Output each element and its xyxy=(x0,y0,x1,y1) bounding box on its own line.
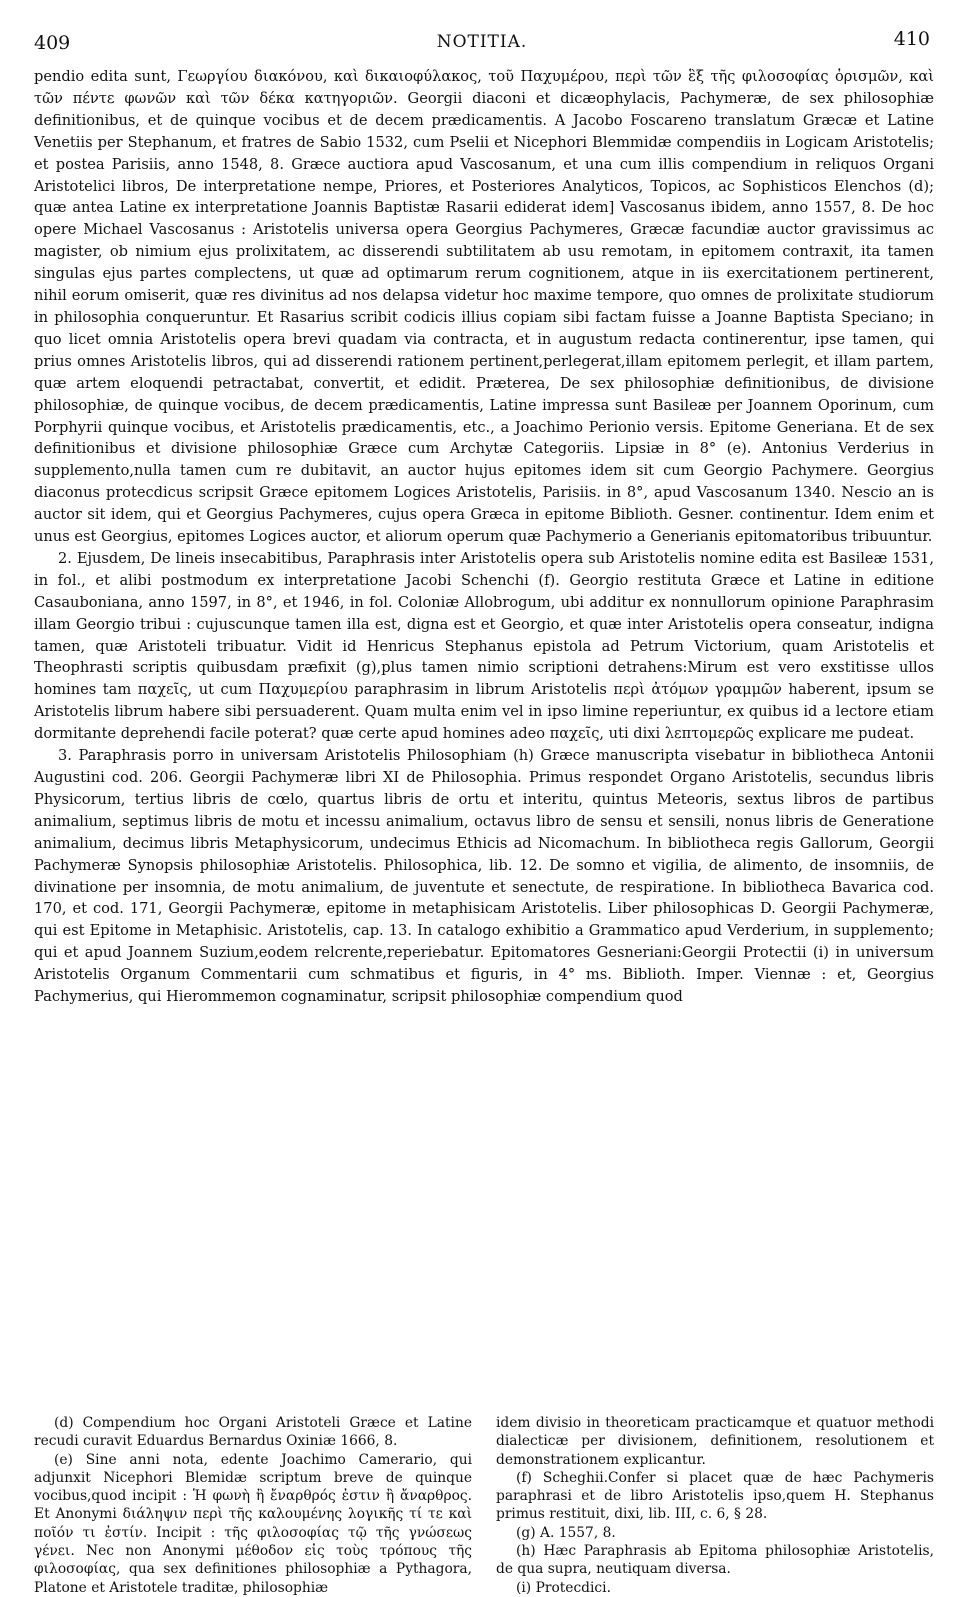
footnote-g: (g) A. 1557, 8. xyxy=(516,1524,616,1541)
footnote-f: (f) Scheghii.Confer si placet quæ de hæc Pachymeris paraphrasi et de libro Aristotelis ipso,quem H. Stephanus primus restituit, dixi, lib. III, c. 6, § 28. xyxy=(496,1469,934,1523)
paragraph-2: 2. Ejusdem, De lineis insecabitibus, Paraphrasis inter Aristotelis opera sub Aristotelis nomine edita est Basileæ 1531, in fol., et alibi postmodum ex interpretatione Jacobi Schenchi (f). Georgio restituta Græce et Latine in editione Casauboniana, anno 1597, in 8°, et 1946, in fol. Coloniæ Allobrogum, ubi additur ex nonnullorum opinione Paraphrasim illam Georgio tribui : cujuscunque tamen illa est, digna est et Georgio, et quæ inter Aristotelis opera conseatur, indigna tamen, quæ Aristoteli tribuatur. Vidit id Henricus Stephanus epistola ad Petrum Victorium, quam Aristotelis et Theophrasti scriptis quibusdam præfixit (g),plus tamen nimio scriptioni detrahens:Mirum est vero exstitisse ullos homines tam παχεῖς, ut cum Παχυμερίου paraphrasim in librum Aristotelis περὶ ἀτόμων γραμμῶν haberent, ipsum se Aristotelis librum habere sibi persuaderent. Quam multa enim vel in ipso limine reperiuntur, ex quibus id a lectore etiam dormitante deprehendi facile poterat? quæ certe apud homines adeo παχεῖς, uti dixi λεπτομερῶς explicare me pudeat. xyxy=(34,549,934,743)
running-title: NOTITIA. xyxy=(436,32,528,52)
footnote-h: (h) Hæc Paraphrasis ab Epitoma philosophiæ Aristotelis, de qua supra, neutiquam diversa. xyxy=(496,1543,934,1578)
page-header xyxy=(34,28,930,58)
paragraph-1: pendio edita sunt, Γεωργίου διακόνου, καὶ δικαιοφύλακος, τοῦ Παχυμέρου, περὶ τῶν ἓξ τῆς φιλοσοφίας ὁρισμῶν, καὶ τῶν πέντε φωνῶν καὶ τῶν δέκα κατηγοριῶν. Georgii diaconi et dicæophylacis, Pachymeræ, de sex philosophiæ definitionibus, et de quinque vocibus et de decem prædicamentis. A Jacobo Foscareno translatum Græcæ et Latine Venetiis per Stephanum, et fratres de Sabio 1532, cum Pselii et Nicephori Blemmidæ compendiis in Logicam Aristotelis; et postea Parisiis, anno 1548, 8. Græce auctiora apud Vascosanum, et una cum illis compendium in reliquos Organi Aristotelici libros, De interpretatione nempe, Priores, et Posteriores Analyticos, Topicos, ac Sophisticos Elenchos (d); quæ antea Latine ex interpretatione Joannis Baptistæ Rasarii ediderat idem] Vascosanus ibidem, anno 1557, 8. De hoc opere Michael Vascosanus : Aristotelis universa opera Georgius Pachymeres, Græcæ facundiæ auctor gravissimus ac magister, ob nimium ejus prolixitatem, ac disserendi subtilitatem ab usu remotam, in epitomem contraxit, ita tamen singulas ejus partes complectens, ut quæ ad optimarum rerum cognitionem, atque in iis exercitationem pertinerent, nihil eorum omiserit, quæ res divinitus ad nos delapsa videtur hoc maxime tempore, quo omnes de prolixitate studiorum in philosophia conqueruntur. Et Rasarius scribit codicis illius copiam sibi factam fuisse a Joanne Baptista Speciano; in quo licet omnia Aristotelis opera brevi quadam via contracta, et in augustum redacta continerentur, ipse tamen, qui prius omnes Aristotelis libros, qui ad disserendi rationem pertinent,perlegerat,illam epitomem perlegit, et illam partem, quæ artem eloquendi petractabat, convertit, et edidit. Præterea, De sex philosophiæ definitionibus, de divisione philosophiæ, de quinque vocibus, de decem prædicamentis, Latine impressa sunt Basileæ per Joannem Oporinum, cum Porphyrii quinque vocibus, et Aristotelis prædicamentis, etc., a Joachimo Perionio versis. Epitome Generiana. Et de sex definitionibus et divisione philosophiæ Græce cum Archytæ Categoriis. Lipsiæ in 8° (e). Antonius Verderius in supplemento,nulla tamen cum re dubitavit, an auctor hujus epitomes idem sit cum Georgio Pachymere. Georgius diaconus protecdicus scripsit Græce epitomem Logices Aristotelis, Parisiis. in 8°, apud Vascosanum 1340. Nescio an is auctor sit idem, qui et Georgius Pachymeres, cujus opera Græca in epitome Biblioth. Gesner. continentur. Idem enim et unus est Georgius, epitomes Logices auctor, et aliorum operum quæ Pachymerio a Generianis epitomatoribus tribuuntur. xyxy=(34,68,934,546)
footnote-e-continued: idem divisio in theoreticam practicamque et quatuor methodi dialecticæ per divisionem, definitionem, resolutionem et demonstrationem explicantur. xyxy=(496,1415,934,1468)
footnotes xyxy=(34,1414,934,1597)
footnote-i: (i) Protecdici. xyxy=(516,1579,611,1596)
left-page-number: 409 xyxy=(34,32,71,54)
footnote-e: (e) Sine anni nota, edente Joachimo Camerario, qui adjunxit Nicephori Blemidæ scriptum breve de quinque vocibus,quod incipit : Ἡ φωνὴ ἢ ἔναρθρός ἐστιν ἢ ἄναρθρος. Et Anonymi διάληψιν περὶ τῆς καλουμένης λογικῆς τί τε καὶ ποῖόν τι ἐστίν. Incipit : τῆς φιλοσοφίας τῷ τῆς γνώσεως γένει. Nec non Anonymi μέθοδον εἰς τοὺς τρόπους τῆς φιλοσοφίας, qua sex definitiones philosophiæ a Pythagora, Platone et Aristotele traditæ, philosophiæ xyxy=(34,1451,472,1596)
right-page-number: 410 xyxy=(893,28,930,50)
footnotes-left-column xyxy=(34,1414,472,1597)
footnote-d: (d) Compendium hoc Organi Aristoteli Græce et Latine recudi curavit Eduardus Bernardus Oxiniæ 1666, 8. xyxy=(34,1415,472,1450)
paragraph-3: 3. Paraphrasis porro in universam Aristotelis Philosophiam (h) Græce manuscripta visebatur in bibliotheca Antonii Augustini cod. 206. Georgii Pachymeræ libri XI de Philosophia. Primus respondet Organo Aristotelis, secundus libris Physicorum, tertius libris de cœlo, quartus libris de ortu et interitu, quintus Meteoris, sextus libros de partibus animalium, septimus libris de motu et incessu animalium, octavus libro de sensu et sensili, nonus libris de Generatione animalium, decimus libris Metaphysicorum, undecimus Ethicis ad Nicomachum. In bibliotheca regis Gallorum, Georgii Pachymeræ Synopsis philosophiæ Aristotelis. Philosophica, lib. 12. De somno et vigilia, de alimento, de insomniis, de divinatione per insomnia, de motu animalium, de juventute et senectute, de respiratione. In bibliotheca Bavarica cod. 170, et cod. 171, Georgii Pachymeræ, epitome in metaphisicam Aristotelis. Liber philosophicas D. Georgii Pachymeræ, qui est Epitome in Metaphisic. Aristotelis, cap. 13. In catalogo exhibitio a Grammatico apud Verderium, in supplemento; qui et apud Joannem Suzium,eodem relcrente,reperiebatur. Epitomatores Gesneriani:Georgii Protectii (i) in universum Aristotelis Organum Commentarii cum schmatibus et figuris, in 4° ms. Biblioth. Imper. Viennæ : et, Georgius Pachymerius, qui Hierommemon cognaminatur, scripsit philosophiæ compendium quod xyxy=(34,747,934,1006)
footnotes-right-column xyxy=(496,1414,934,1597)
main-text xyxy=(34,66,934,1008)
